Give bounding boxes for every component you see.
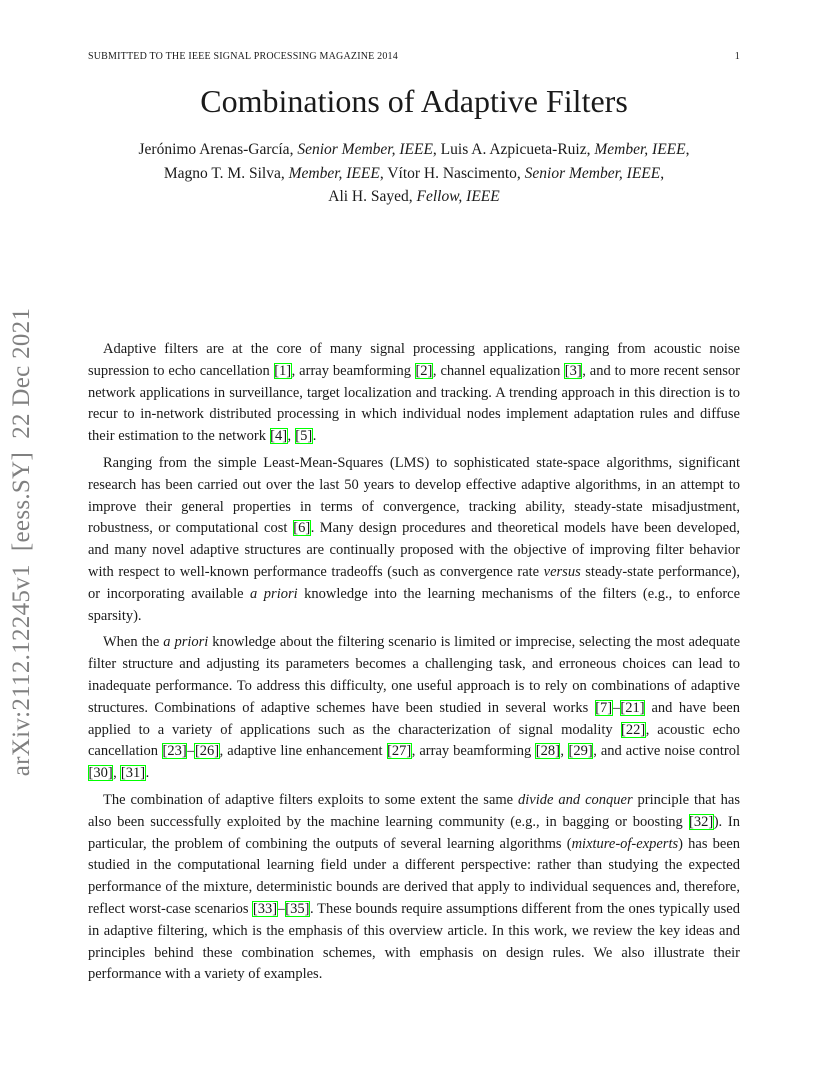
text-run: Adaptive filters are at the core of many signal processing applications, ranging from acoustic noise supression to echo cancellation (88, 341, 740, 379)
text-run: and have been applied to a variety of applications such as the characterization of signal modality (88, 699, 740, 738)
text-run: The combination of adaptive filters exploits to some extent the same (103, 791, 519, 808)
author-line-1: Jerónimo Arenas-García, Senior Member, IEEE, Luis A. Azpicueta-Ruiz, Member, IEEE, (138, 141, 690, 158)
author-role: Member, IEEE (288, 164, 380, 182)
text-run: – (612, 699, 620, 716)
text-run: , acoustic echo cancellation (88, 721, 740, 760)
citation-link[interactable]: [29] (568, 743, 593, 760)
author-name: Ali H. Sayed (328, 188, 409, 205)
citation-link[interactable]: [1] (274, 362, 292, 379)
text-run: , adaptive line enhancement (219, 743, 387, 760)
text-run: . (312, 428, 317, 445)
arxiv-id[interactable]: arXiv:2112.12245v1 (8, 564, 35, 777)
text-run: , channel equalization (432, 362, 565, 379)
body-paragraph (88, 632, 740, 785)
citation-link[interactable]: [35] (285, 900, 310, 917)
body-paragraph (88, 790, 740, 986)
journal-name: SUBMITTED TO THE IEEE SIGNAL PROCESSING MAGAZINE 2014 (88, 51, 398, 62)
author-name: Magno T. M. Silva (163, 164, 281, 182)
text-run: Ranging from the simple Least-Mean-Squares (LMS) to sophisticated state-space algorithms, significant research has been carried out over the last 50 years to develop effective adaptive algorithms, in an attempt to improve their general properties in terms of convergence, tracking ability, steady-state misadjustment, robustness, or computational cost (88, 454, 740, 537)
text-run: , array beamforming (291, 362, 415, 379)
author-line-2: Magno T. M. Silva, Member, IEEE, Vítor H. Nascimento, Senior Member, IEEE, (163, 164, 665, 182)
citation-link[interactable]: [5] (295, 428, 313, 445)
arxiv-date: 22 Dec 2021 (8, 307, 35, 439)
text-run: When the (103, 634, 164, 651)
arxiv-category: [eess.SY] (8, 451, 35, 552)
arxiv-stamp (8, 292, 36, 792)
citation-link[interactable]: [7] (595, 699, 613, 716)
citation-link[interactable]: [21] (620, 699, 645, 716)
paper-title: Combinations of Adaptive Filters (200, 83, 628, 119)
text-run: steady-state performance), or incorporating available (88, 563, 740, 602)
citation-link[interactable]: [33] (252, 900, 278, 917)
citation-link[interactable]: [22] (621, 721, 646, 738)
text-run: . Many design procedures and theoretical models have been developed, and many novel adaptive structures are continually proposed with the objective of improving filter behavior with respect to well-known performance tradeoffs (such as convergence rate (88, 520, 740, 580)
text-run: ). In particular, the problem of combining the outputs of several learning algorithms ( (88, 813, 740, 852)
text-run: – (187, 743, 195, 760)
author-list (0, 138, 828, 209)
emphasis-text: divide and conquer (518, 791, 633, 808)
citation-link[interactable]: [26] (194, 743, 220, 760)
body-text (88, 339, 740, 991)
text-run: , array beamforming (411, 743, 536, 760)
citation-link[interactable]: [30] (88, 765, 113, 782)
citation-link[interactable]: [2] (415, 362, 433, 379)
author-name: Jerónimo Arenas-García (138, 141, 290, 158)
text-run: knowledge into the learning mechanisms of the filters (e.g., to enforce sparsity). (88, 585, 741, 624)
text-run: – (277, 900, 285, 917)
emphasis-text: a priori (250, 585, 298, 602)
text-run: . (145, 765, 150, 782)
emphasis-text: a priori (163, 634, 209, 651)
text-run: knowledge about the filtering scenario is limited or imprecise, selecting the most adequate filter structure and adjusting its parameters becomes a challenging task, and erroneous choices can lead to inadequate performance. To address this difficulty, one useful approach is to rely on combinations of adaptive structures. Combinations of adaptive schemes have been studied in several works (88, 634, 741, 716)
citation-link[interactable]: [27] (387, 743, 412, 760)
citation-link[interactable]: [6] (293, 520, 311, 537)
citation-link[interactable]: [28] (535, 743, 560, 760)
text-run: , (113, 765, 121, 782)
running-header (88, 51, 740, 62)
author-line-3: Ali H. Sayed, Fellow, IEEE (328, 188, 500, 205)
author-role: Senior Member, IEEE (297, 141, 433, 158)
citation-link[interactable]: [32] (689, 813, 714, 830)
page-number: 1 (734, 51, 740, 62)
citation-link[interactable]: [23] (162, 743, 187, 760)
emphasis-text: mixture-of-experts (571, 835, 679, 852)
body-paragraph (88, 453, 740, 627)
text-run: , and active noise control (593, 743, 741, 760)
author-name: Luis A. Azpicueta-Ruiz (440, 141, 587, 158)
body-paragraph (88, 339, 740, 448)
author-name: Vítor H. Nascimento (387, 164, 517, 182)
text-run: , (560, 743, 569, 760)
citation-link[interactable]: [3] (564, 362, 582, 379)
author-role: Senior Member, IEEE (524, 164, 661, 182)
author-role: Fellow, IEEE (416, 188, 500, 205)
author-role: Member, IEEE (594, 141, 686, 158)
citation-link[interactable]: [4] (270, 428, 288, 445)
text-run: . These bounds require assumptions different from the ones typically used in adaptive filtering, which is the emphasis of this overview article. In this work, we review the key ideas and principles behind these combination schemes, with emphasis on design rules. We also illustrate their performance with a variety of examples. (88, 900, 740, 983)
text-run: , and to more recent sensor network applications in surveillance, target localization and tracking. A trending approach in this direction is to recur to in-network distributed processing in which individual nodes implement adaptation rules and diffuse their estimation to the network (88, 362, 740, 445)
text-run: , (287, 428, 295, 445)
text-run: ) has been studied in the computational learning field under a different perspective: rather than studying the expected performance of the mixture, deterministic bounds are derived that apply to individual sequences and, therefore, reflect worst-case scenarios (88, 835, 741, 917)
text-run: principle that has also been successfully exploited by the machine learning community (e.g., in bagging or boosting (88, 791, 740, 830)
citation-link[interactable]: [31] (120, 765, 146, 782)
emphasis-text: versus (543, 563, 581, 580)
